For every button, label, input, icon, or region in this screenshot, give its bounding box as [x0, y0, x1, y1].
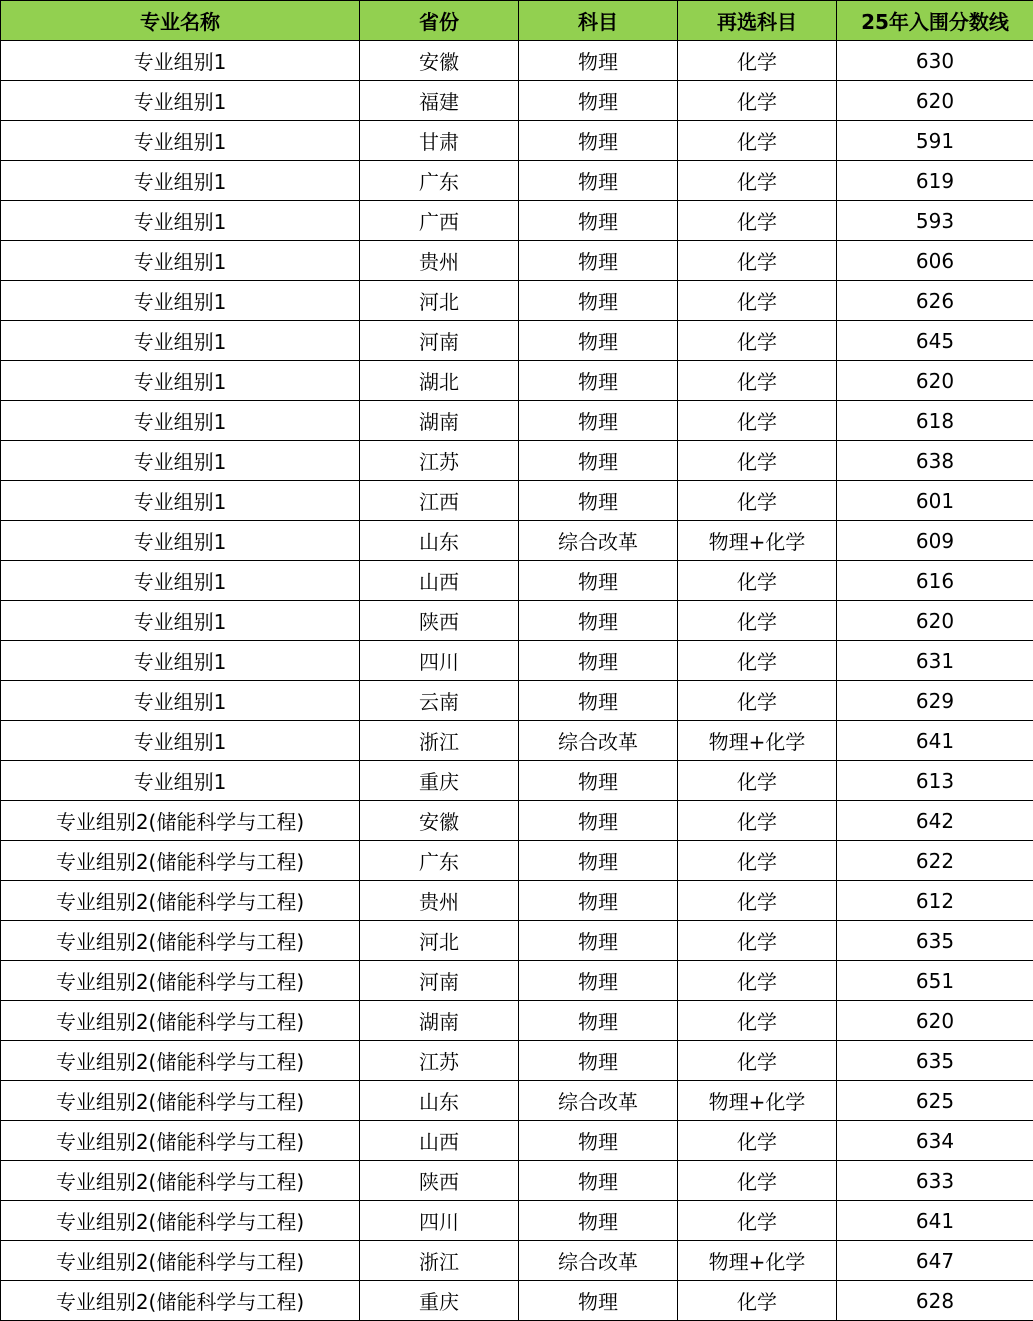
table-row [1, 241, 1033, 281]
cell-cutoff-score: 631 [837, 641, 1033, 681]
cell-cutoff-score: 635 [837, 921, 1033, 961]
cell-reselect-subject: 化学 [678, 641, 837, 681]
table-row [1, 401, 1033, 441]
cell-reselect-subject: 化学 [678, 921, 837, 961]
cell-province: 陕西 [360, 1161, 519, 1201]
cell-province: 广东 [360, 841, 519, 881]
cell-major-name: 专业组别2(储能科学与工程) [1, 961, 360, 1001]
cell-cutoff-score: 616 [837, 561, 1033, 601]
cell-province: 江苏 [360, 1041, 519, 1081]
cell-subject: 综合改革 [519, 1081, 678, 1121]
cell-reselect-subject: 化学 [678, 241, 837, 281]
cell-reselect-subject: 化学 [678, 161, 837, 201]
cell-reselect-subject: 化学 [678, 321, 837, 361]
table-row [1, 1121, 1033, 1161]
cell-subject: 物理 [519, 321, 678, 361]
table-row [1, 361, 1033, 401]
cell-major-name: 专业组别2(储能科学与工程) [1, 1241, 360, 1281]
cell-major-name: 专业组别1 [1, 281, 360, 321]
cell-cutoff-score: 629 [837, 681, 1033, 721]
cell-subject: 物理 [519, 1041, 678, 1081]
cell-cutoff-score: 591 [837, 121, 1033, 161]
cell-reselect-subject: 物理+化学 [678, 1081, 837, 1121]
cell-reselect-subject: 化学 [678, 881, 837, 921]
cell-province: 江西 [360, 481, 519, 521]
cell-major-name: 专业组别1 [1, 441, 360, 481]
cell-cutoff-score: 593 [837, 201, 1033, 241]
cell-subject: 物理 [519, 1121, 678, 1161]
table-row [1, 841, 1033, 881]
table-row [1, 681, 1033, 721]
cell-major-name: 专业组别2(储能科学与工程) [1, 841, 360, 881]
table-row [1, 601, 1033, 641]
cell-province: 贵州 [360, 241, 519, 281]
cell-province: 山东 [360, 521, 519, 561]
table-row [1, 41, 1033, 81]
cell-subject: 综合改革 [519, 1241, 678, 1281]
cell-reselect-subject: 化学 [678, 441, 837, 481]
table-row [1, 641, 1033, 681]
cell-major-name: 专业组别1 [1, 401, 360, 441]
cell-subject: 物理 [519, 481, 678, 521]
cell-major-name: 专业组别1 [1, 721, 360, 761]
cell-province: 山西 [360, 1121, 519, 1161]
cell-cutoff-score: 633 [837, 1161, 1033, 1201]
table-row [1, 921, 1033, 961]
cell-province: 贵州 [360, 881, 519, 921]
table-row [1, 321, 1033, 361]
cell-major-name: 专业组别1 [1, 201, 360, 241]
table-row [1, 281, 1033, 321]
table-row [1, 1201, 1033, 1241]
cell-subject: 物理 [519, 681, 678, 721]
cell-province: 重庆 [360, 1281, 519, 1321]
table-header [1, 1, 1033, 41]
cell-province: 甘肃 [360, 121, 519, 161]
cell-subject: 综合改革 [519, 721, 678, 761]
cell-province: 河北 [360, 921, 519, 961]
cell-cutoff-score: 606 [837, 241, 1033, 281]
table-row [1, 561, 1033, 601]
cell-reselect-subject: 化学 [678, 201, 837, 241]
table-row [1, 81, 1033, 121]
cell-reselect-subject: 化学 [678, 681, 837, 721]
table-row [1, 881, 1033, 921]
cell-reselect-subject: 化学 [678, 1001, 837, 1041]
cell-cutoff-score: 630 [837, 41, 1033, 81]
cell-reselect-subject: 化学 [678, 81, 837, 121]
table-row [1, 441, 1033, 481]
table-row [1, 721, 1033, 761]
cell-major-name: 专业组别1 [1, 601, 360, 641]
cell-cutoff-score: 618 [837, 401, 1033, 441]
cell-subject: 物理 [519, 161, 678, 201]
cell-reselect-subject: 化学 [678, 361, 837, 401]
cell-province: 江苏 [360, 441, 519, 481]
cell-major-name: 专业组别1 [1, 761, 360, 801]
cell-subject: 综合改革 [519, 521, 678, 561]
cell-reselect-subject: 化学 [678, 1121, 837, 1161]
cell-province: 湖南 [360, 1001, 519, 1041]
cell-subject: 物理 [519, 641, 678, 681]
cell-major-name: 专业组别2(储能科学与工程) [1, 1041, 360, 1081]
cell-major-name: 专业组别1 [1, 161, 360, 201]
cell-major-name: 专业组别2(储能科学与工程) [1, 1161, 360, 1201]
cell-province: 河南 [360, 321, 519, 361]
cell-cutoff-score: 620 [837, 81, 1033, 121]
cell-province: 四川 [360, 1201, 519, 1241]
cell-reselect-subject: 化学 [678, 41, 837, 81]
cell-subject: 物理 [519, 281, 678, 321]
cell-cutoff-score: 635 [837, 1041, 1033, 1081]
cell-province: 湖南 [360, 401, 519, 441]
cell-province: 山东 [360, 1081, 519, 1121]
cell-reselect-subject: 物理+化学 [678, 521, 837, 561]
table-row [1, 1041, 1033, 1081]
cell-reselect-subject: 化学 [678, 1201, 837, 1241]
cell-subject: 物理 [519, 961, 678, 1001]
table-row [1, 121, 1033, 161]
cell-reselect-subject: 化学 [678, 1041, 837, 1081]
table-row [1, 161, 1033, 201]
cell-cutoff-score: 641 [837, 1201, 1033, 1241]
cell-cutoff-score: 638 [837, 441, 1033, 481]
cell-cutoff-score: 613 [837, 761, 1033, 801]
table-row [1, 801, 1033, 841]
table-row [1, 481, 1033, 521]
header-row [1, 1, 1033, 41]
cell-province: 广西 [360, 201, 519, 241]
cell-cutoff-score: 620 [837, 601, 1033, 641]
cell-major-name: 专业组别1 [1, 561, 360, 601]
cell-major-name: 专业组别1 [1, 241, 360, 281]
cell-reselect-subject: 化学 [678, 281, 837, 321]
cell-province: 陕西 [360, 601, 519, 641]
cell-cutoff-score: 641 [837, 721, 1033, 761]
cell-province: 福建 [360, 81, 519, 121]
cell-cutoff-score: 642 [837, 801, 1033, 841]
table-row [1, 1281, 1033, 1321]
cell-province: 河北 [360, 281, 519, 321]
cell-cutoff-score: 625 [837, 1081, 1033, 1121]
cell-cutoff-score: 609 [837, 521, 1033, 561]
cell-major-name: 专业组别2(储能科学与工程) [1, 1001, 360, 1041]
cell-subject: 物理 [519, 441, 678, 481]
cell-reselect-subject: 化学 [678, 961, 837, 1001]
cell-subject: 物理 [519, 921, 678, 961]
header-province: 省份 [360, 1, 519, 41]
cell-cutoff-score: 620 [837, 1001, 1033, 1041]
cell-province: 山西 [360, 561, 519, 601]
cell-subject: 物理 [519, 601, 678, 641]
cell-subject: 物理 [519, 1001, 678, 1041]
cell-reselect-subject: 化学 [678, 761, 837, 801]
table-body [1, 41, 1033, 1321]
cell-province: 浙江 [360, 1241, 519, 1281]
cell-province: 浙江 [360, 721, 519, 761]
header-major-name: 专业名称 [1, 1, 360, 41]
cell-cutoff-score: 651 [837, 961, 1033, 1001]
header-cutoff-score: 25年入围分数线 [837, 1, 1033, 41]
cell-reselect-subject: 化学 [678, 841, 837, 881]
cell-subject: 物理 [519, 761, 678, 801]
cell-reselect-subject: 化学 [678, 121, 837, 161]
cell-subject: 物理 [519, 841, 678, 881]
cell-reselect-subject: 化学 [678, 1281, 837, 1321]
cell-subject: 物理 [519, 201, 678, 241]
cell-major-name: 专业组别1 [1, 641, 360, 681]
cell-reselect-subject: 物理+化学 [678, 721, 837, 761]
table-row [1, 761, 1033, 801]
cell-cutoff-score: 622 [837, 841, 1033, 881]
cell-subject: 物理 [519, 241, 678, 281]
cell-subject: 物理 [519, 881, 678, 921]
cell-subject: 物理 [519, 361, 678, 401]
header-subject: 科目 [519, 1, 678, 41]
cell-major-name: 专业组别2(储能科学与工程) [1, 921, 360, 961]
cell-province: 四川 [360, 641, 519, 681]
cell-major-name: 专业组别1 [1, 481, 360, 521]
cell-subject: 物理 [519, 1201, 678, 1241]
cell-major-name: 专业组别2(储能科学与工程) [1, 1121, 360, 1161]
table-row [1, 201, 1033, 241]
cell-province: 湖北 [360, 361, 519, 401]
cell-cutoff-score: 612 [837, 881, 1033, 921]
cell-major-name: 专业组别1 [1, 121, 360, 161]
cell-major-name: 专业组别1 [1, 681, 360, 721]
cell-major-name: 专业组别2(储能科学与工程) [1, 801, 360, 841]
cell-major-name: 专业组别1 [1, 41, 360, 81]
cell-reselect-subject: 化学 [678, 1161, 837, 1201]
cell-cutoff-score: 620 [837, 361, 1033, 401]
cell-major-name: 专业组别2(储能科学与工程) [1, 1081, 360, 1121]
cell-reselect-subject: 化学 [678, 801, 837, 841]
cell-subject: 物理 [519, 801, 678, 841]
cell-province: 河南 [360, 961, 519, 1001]
cell-major-name: 专业组别1 [1, 521, 360, 561]
cell-major-name: 专业组别2(储能科学与工程) [1, 1201, 360, 1241]
cell-cutoff-score: 619 [837, 161, 1033, 201]
cell-subject: 物理 [519, 1281, 678, 1321]
cell-province: 重庆 [360, 761, 519, 801]
cell-subject: 物理 [519, 401, 678, 441]
table-row [1, 1001, 1033, 1041]
cell-subject: 物理 [519, 561, 678, 601]
cell-subject: 物理 [519, 81, 678, 121]
table-row [1, 521, 1033, 561]
cell-reselect-subject: 物理+化学 [678, 1241, 837, 1281]
cell-subject: 物理 [519, 41, 678, 81]
cell-cutoff-score: 601 [837, 481, 1033, 521]
cell-cutoff-score: 626 [837, 281, 1033, 321]
cell-cutoff-score: 647 [837, 1241, 1033, 1281]
cell-cutoff-score: 645 [837, 321, 1033, 361]
table-row [1, 1081, 1033, 1121]
cell-reselect-subject: 化学 [678, 401, 837, 441]
cell-reselect-subject: 化学 [678, 481, 837, 521]
cell-province: 安徽 [360, 41, 519, 81]
cell-reselect-subject: 化学 [678, 561, 837, 601]
cell-major-name: 专业组别1 [1, 81, 360, 121]
header-reselect-subject: 再选科目 [678, 1, 837, 41]
cell-major-name: 专业组别2(储能科学与工程) [1, 1281, 360, 1321]
cell-cutoff-score: 628 [837, 1281, 1033, 1321]
cell-subject: 物理 [519, 121, 678, 161]
table-row [1, 1161, 1033, 1201]
cell-major-name: 专业组别1 [1, 361, 360, 401]
cell-reselect-subject: 化学 [678, 601, 837, 641]
cell-major-name: 专业组别1 [1, 321, 360, 361]
cell-major-name: 专业组别2(储能科学与工程) [1, 881, 360, 921]
cell-subject: 物理 [519, 1161, 678, 1201]
cell-cutoff-score: 634 [837, 1121, 1033, 1161]
table-row [1, 961, 1033, 1001]
cell-province: 云南 [360, 681, 519, 721]
table-row [1, 1241, 1033, 1281]
cell-province: 广东 [360, 161, 519, 201]
cell-province: 安徽 [360, 801, 519, 841]
